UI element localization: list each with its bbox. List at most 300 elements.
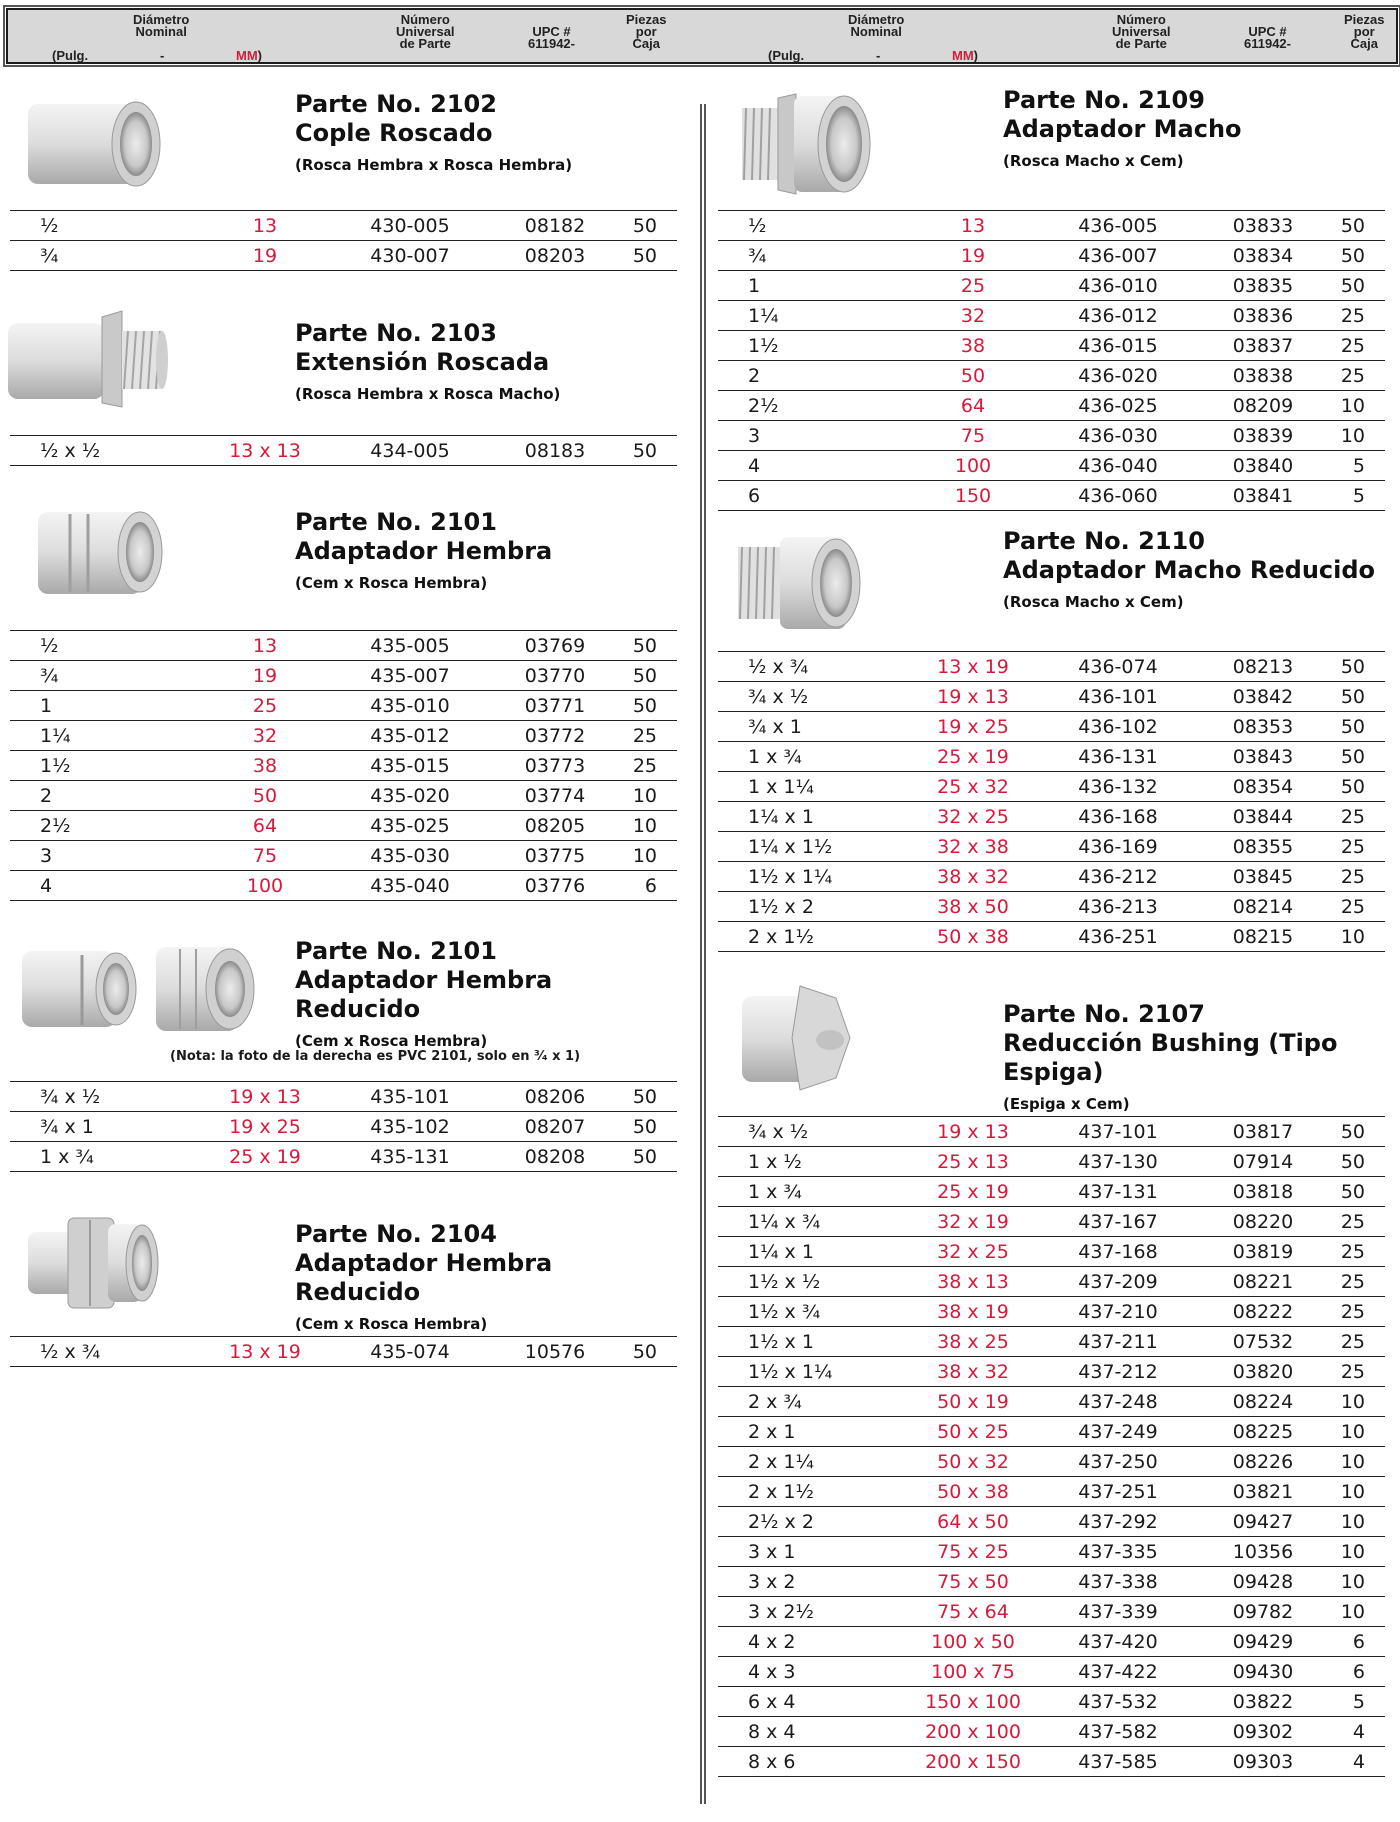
part-number-cell: 437-168 — [1028, 1237, 1208, 1267]
table-row — [10, 691, 677, 721]
nominal-size-cell: 1 — [718, 271, 918, 301]
mm-size-cell: 64 x 50 — [918, 1507, 1028, 1537]
upc-cell: 03842 — [1208, 682, 1318, 712]
upc-cell: 09303 — [1208, 1747, 1318, 1777]
part-number-cell: 437-585 — [1028, 1747, 1208, 1777]
part-number-cell: 436-012 — [1028, 301, 1208, 331]
part-number-cell: 436-010 — [1028, 271, 1208, 301]
pieces-cell: 50 — [1318, 1117, 1385, 1147]
mm-size-cell: 100 x 75 — [918, 1657, 1028, 1687]
mm-size-cell: 100 x 50 — [918, 1627, 1028, 1657]
pieces-cell: 50 — [1318, 241, 1385, 271]
nominal-size-cell: ½ x ¾ — [718, 652, 918, 682]
upc-cell: 07914 — [1208, 1147, 1318, 1177]
upc-cell: 03844 — [1208, 802, 1318, 832]
upc-cell: 08224 — [1208, 1387, 1318, 1417]
table-row — [10, 661, 677, 691]
product-table — [718, 210, 1385, 511]
mm-size-cell: 19 — [210, 661, 320, 691]
product-title: Parte No. 2101 Adaptador Hembra (Cem x Rosca Hembra) — [295, 508, 553, 592]
table-row — [10, 751, 677, 781]
nominal-size-cell: 1¼ x 1 — [718, 802, 918, 832]
upc-cell: 09302 — [1208, 1717, 1318, 1747]
part-number-cell: 435-007 — [320, 661, 500, 691]
upc-header-right: UPC # 611942- — [1244, 24, 1291, 51]
table-row — [718, 802, 1385, 832]
upc-cell: 03838 — [1208, 361, 1318, 391]
product-section — [10, 1186, 682, 1367]
pieces-cell: 10 — [610, 781, 677, 811]
upc-cell: 10576 — [500, 1337, 610, 1367]
upc-cell: 03822 — [1208, 1687, 1318, 1717]
table-row — [10, 211, 677, 241]
diameter-header-right: Diámetro Nominal — [848, 12, 905, 39]
upc-cell: 09427 — [1208, 1507, 1318, 1537]
part-number-cell: 435-010 — [320, 691, 500, 721]
nominal-size-cell: 2 x 1 — [718, 1417, 918, 1447]
product-header — [10, 915, 682, 1081]
pieces-cell: 10 — [1318, 1597, 1385, 1627]
mm-size-cell: 19 x 25 — [210, 1112, 320, 1142]
upc-cell: 03835 — [1208, 271, 1318, 301]
table-row — [10, 631, 677, 661]
table-row — [718, 391, 1385, 421]
part-number-cell: 436-060 — [1028, 481, 1208, 511]
upc-cell: 08206 — [500, 1082, 610, 1112]
pieces-cell: 25 — [1318, 862, 1385, 892]
mm-size-cell: 75 — [210, 841, 320, 871]
upc-cell: 03833 — [1208, 211, 1318, 241]
pieces-cell: 10 — [610, 841, 677, 871]
table-row — [718, 652, 1385, 682]
table-row — [718, 1207, 1385, 1237]
upc-cell: 08225 — [1208, 1417, 1318, 1447]
table-row — [718, 1507, 1385, 1537]
table-row — [718, 1537, 1385, 1567]
mm-size-cell: 50 x 19 — [918, 1387, 1028, 1417]
pieces-cell: 10 — [1318, 1447, 1385, 1477]
part-number-cell: 435-015 — [320, 751, 500, 781]
nominal-size-cell: ¾ — [718, 241, 918, 271]
reducing-male-adapter-icon — [726, 525, 876, 635]
table-row — [10, 721, 677, 751]
upc-cell: 08213 — [1208, 652, 1318, 682]
mm-size-cell: 32 x 25 — [918, 1237, 1028, 1267]
pieces-cell: 25 — [1318, 1327, 1385, 1357]
nominal-size-cell: 1 — [10, 691, 210, 721]
part-number-cell: 436-213 — [1028, 892, 1208, 922]
part-number-cell: 436-074 — [1028, 652, 1208, 682]
upc-cell: 03771 — [500, 691, 610, 721]
part-number-cell: 435-005 — [320, 631, 500, 661]
pieces-cell: 25 — [1318, 1207, 1385, 1237]
mm-size-cell: 100 — [918, 451, 1028, 481]
nominal-size-cell: ½ x ½ — [10, 436, 210, 466]
table-row — [718, 1447, 1385, 1477]
pieces-cell: 25 — [1318, 892, 1385, 922]
mm-size-cell: 25 x 19 — [918, 1177, 1028, 1207]
product-header — [10, 1186, 682, 1336]
mm-size-cell: 150 x 100 — [918, 1687, 1028, 1717]
nominal-size-cell: 8 x 4 — [718, 1717, 918, 1747]
upc-cell: 08220 — [1208, 1207, 1318, 1237]
reducing-female-adapter-icon — [18, 935, 268, 1045]
upc-cell: 03840 — [1208, 451, 1318, 481]
mm-size-cell: 50 x 32 — [918, 1447, 1028, 1477]
part-number-cell: 435-040 — [320, 871, 500, 901]
nominal-size-cell: 3 x 1 — [718, 1537, 918, 1567]
upc-cell: 08208 — [500, 1142, 610, 1172]
mm-size-cell: 32 x 25 — [918, 802, 1028, 832]
nominal-size-cell: 1 x ½ — [718, 1147, 918, 1177]
part-number-cell: 437-339 — [1028, 1597, 1208, 1627]
upc-header: UPC # 611942- — [528, 24, 575, 51]
product-table — [718, 1116, 1385, 1777]
nominal-size-cell: 1½ x ½ — [718, 1267, 918, 1297]
upc-cell: 09429 — [1208, 1627, 1318, 1657]
table-row — [718, 892, 1385, 922]
mm-size-cell: 38 x 32 — [918, 862, 1028, 892]
mm-header: MM) — [236, 48, 263, 63]
pieces-cell: 5 — [1318, 451, 1385, 481]
upc-cell: 08205 — [500, 811, 610, 841]
nominal-size-cell: 2½ x 2 — [718, 1507, 918, 1537]
mm-size-cell: 13 — [210, 211, 320, 241]
mm-size-cell: 13 — [918, 211, 1028, 241]
part-number-cell: 430-007 — [320, 241, 500, 271]
table-row — [10, 436, 677, 466]
nominal-size-cell: 1 x ¾ — [718, 742, 918, 772]
product-section — [10, 80, 682, 271]
upc-cell: 08226 — [1208, 1447, 1318, 1477]
pieces-cell: 50 — [1318, 271, 1385, 301]
product-section — [10, 285, 682, 466]
upc-cell: 03845 — [1208, 862, 1318, 892]
part-number-cell: 436-007 — [1028, 241, 1208, 271]
table-row — [718, 832, 1385, 862]
pieces-cell: 50 — [610, 1142, 677, 1172]
pieces-cell: 10 — [1318, 1477, 1385, 1507]
nominal-size-cell: 3 — [10, 841, 210, 871]
mm-size-cell: 25 x 19 — [918, 742, 1028, 772]
mm-size-cell: 25 x 13 — [918, 1147, 1028, 1177]
nominal-size-cell: 1¼ x 1½ — [718, 832, 918, 862]
mm-size-cell: 19 — [918, 241, 1028, 271]
upc-cell: 08221 — [1208, 1267, 1318, 1297]
mm-size-cell: 75 x 25 — [918, 1537, 1028, 1567]
upc-cell: 03775 — [500, 841, 610, 871]
pieces-cell: 50 — [610, 691, 677, 721]
upc-cell: 03776 — [500, 871, 610, 901]
pieces-cell: 25 — [1318, 301, 1385, 331]
pieces-cell: 25 — [1318, 1237, 1385, 1267]
product-table — [10, 1081, 677, 1172]
mm-size-cell: 19 x 13 — [918, 1117, 1028, 1147]
mm-header-right: MM) — [952, 48, 979, 63]
mm-size-cell: 19 — [210, 241, 320, 271]
mm-size-cell: 25 x 32 — [918, 772, 1028, 802]
nominal-size-cell: 1½ — [10, 751, 210, 781]
part-number-header: Número Universal de Parte — [396, 12, 455, 51]
table-row — [718, 682, 1385, 712]
table-row — [718, 1567, 1385, 1597]
mm-size-cell: 64 — [918, 391, 1028, 421]
pieces-cell: 6 — [1318, 1627, 1385, 1657]
mm-size-cell: 25 x 19 — [210, 1142, 320, 1172]
nominal-size-cell: 1 x ¾ — [10, 1142, 210, 1172]
upc-cell: 03834 — [1208, 241, 1318, 271]
mm-size-cell: 50 — [918, 361, 1028, 391]
part-number-cell: 436-005 — [1028, 211, 1208, 241]
product-section — [718, 80, 1390, 511]
pieces-cell: 50 — [1318, 772, 1385, 802]
photo-note: (Nota: la foto de la derecha es PVC 2101, solo en ³⁄₄ x 1) — [170, 1049, 581, 1064]
part-number-cell: 435-012 — [320, 721, 500, 751]
part-number-cell: 435-102 — [320, 1112, 500, 1142]
pieces-cell: 10 — [1318, 1417, 1385, 1447]
nominal-size-cell: ¾ x ½ — [718, 1117, 918, 1147]
upc-cell: 09782 — [1208, 1597, 1318, 1627]
product-table — [10, 435, 677, 466]
nominal-size-cell: ¾ — [10, 241, 210, 271]
upc-cell: 03817 — [1208, 1117, 1318, 1147]
nominal-size-cell: 1½ x 1¼ — [718, 862, 918, 892]
pieces-cell: 25 — [1318, 1267, 1385, 1297]
pieces-cell: 50 — [1318, 652, 1385, 682]
mm-size-cell: 64 — [210, 811, 320, 841]
product-header — [718, 966, 1390, 1116]
product-table — [718, 651, 1385, 952]
pieces-cell: 50 — [1318, 742, 1385, 772]
nominal-size-cell: 3 x 2½ — [718, 1597, 918, 1627]
nominal-size-cell: 1¼ x 1 — [718, 1237, 918, 1267]
upc-cell: 03839 — [1208, 421, 1318, 451]
part-number-cell: 436-212 — [1028, 862, 1208, 892]
pieces-cell: 10 — [1318, 1537, 1385, 1567]
part-number-cell: 437-211 — [1028, 1327, 1208, 1357]
upc-cell: 03769 — [500, 631, 610, 661]
upc-cell: 03774 — [500, 781, 610, 811]
threaded-coupling-icon — [18, 90, 168, 200]
part-number-cell: 436-131 — [1028, 742, 1208, 772]
part-number-cell: 437-420 — [1028, 1627, 1208, 1657]
column-divider — [700, 104, 706, 1804]
part-number-cell: 437-248 — [1028, 1387, 1208, 1417]
table-row — [718, 772, 1385, 802]
product-header — [718, 511, 1390, 651]
pieces-cell: 50 — [610, 1337, 677, 1367]
mm-size-cell: 25 — [210, 691, 320, 721]
pieces-cell: 4 — [1318, 1747, 1385, 1777]
mm-size-cell: 38 x 19 — [918, 1297, 1028, 1327]
mm-size-cell: 50 x 38 — [918, 922, 1028, 952]
mm-size-cell: 38 — [210, 751, 320, 781]
table-row — [718, 1237, 1385, 1267]
part-number-cell: 436-169 — [1028, 832, 1208, 862]
pulg-header-right: (Pulg. — [768, 48, 805, 63]
upc-cell: 10356 — [1208, 1537, 1318, 1567]
upc-cell: 08215 — [1208, 922, 1318, 952]
dash-header-right: - — [876, 48, 881, 63]
part-number-cell: 435-030 — [320, 841, 500, 871]
upc-cell: 07532 — [1208, 1327, 1318, 1357]
upc-cell: 08214 — [1208, 892, 1318, 922]
nominal-size-cell: 4 x 3 — [718, 1657, 918, 1687]
pieces-cell: 25 — [1318, 361, 1385, 391]
upc-cell: 03773 — [500, 751, 610, 781]
table-row — [10, 811, 677, 841]
pieces-cell: 50 — [610, 1112, 677, 1142]
mm-size-cell: 100 — [210, 871, 320, 901]
pieces-cell: 5 — [1318, 481, 1385, 511]
part-number-cell: 435-074 — [320, 1337, 500, 1367]
pieces-cell: 50 — [610, 1082, 677, 1112]
dash-header: - — [160, 48, 165, 63]
table-row — [10, 781, 677, 811]
mm-size-cell: 38 x 32 — [918, 1357, 1028, 1387]
mm-size-cell: 32 x 38 — [918, 832, 1028, 862]
nominal-size-cell: 1½ x ¾ — [718, 1297, 918, 1327]
table-row — [718, 1717, 1385, 1747]
part-number-cell: 435-101 — [320, 1082, 500, 1112]
part-number-cell: 436-251 — [1028, 922, 1208, 952]
table-row — [10, 1082, 677, 1112]
table-row — [718, 1297, 1385, 1327]
table-row — [10, 1337, 677, 1367]
pieces-cell: 50 — [610, 436, 677, 466]
mm-size-cell: 38 x 25 — [918, 1327, 1028, 1357]
mm-size-cell: 75 x 64 — [918, 1597, 1028, 1627]
nominal-size-cell: ¾ x 1 — [10, 1112, 210, 1142]
upc-cell: 03837 — [1208, 331, 1318, 361]
mm-size-cell: 13 x 13 — [210, 436, 320, 466]
product-table — [10, 630, 677, 901]
nominal-size-cell: 2 x 1¼ — [718, 1447, 918, 1477]
nominal-size-cell: 1½ x 1¼ — [718, 1357, 918, 1387]
pieces-cell: 25 — [610, 751, 677, 781]
product-section — [10, 480, 682, 901]
part-number-cell: 437-209 — [1028, 1267, 1208, 1297]
part-number-cell: 430-005 — [320, 211, 500, 241]
table-row — [10, 1112, 677, 1142]
mm-size-cell: 25 — [918, 271, 1028, 301]
table-row — [718, 922, 1385, 952]
pieces-cell: 50 — [1318, 211, 1385, 241]
nominal-size-cell: 2½ — [718, 391, 918, 421]
product-title: Parte No. 2107 Reducción Bushing (Tipo Espiga) (Espiga x Cem) — [1003, 1000, 1338, 1113]
table-row — [718, 1147, 1385, 1177]
part-number-cell: 437-101 — [1028, 1117, 1208, 1147]
table-row — [718, 301, 1385, 331]
pieces-cell: 10 — [1318, 391, 1385, 421]
table-row — [718, 1417, 1385, 1447]
column-header-bar — [6, 8, 1398, 64]
nominal-size-cell: 2 — [10, 781, 210, 811]
upc-cell: 03843 — [1208, 742, 1318, 772]
mm-size-cell: 38 x 50 — [918, 892, 1028, 922]
nominal-size-cell: ½ — [10, 631, 210, 661]
nominal-size-cell: 1½ — [718, 331, 918, 361]
pieces-header-right: Piezas por Caja — [1344, 12, 1385, 51]
upc-cell: 08203 — [500, 241, 610, 271]
part-number-cell: 437-532 — [1028, 1687, 1208, 1717]
mm-size-cell: 32 x 19 — [918, 1207, 1028, 1237]
part-number-cell: 435-025 — [320, 811, 500, 841]
part-number-cell: 437-250 — [1028, 1447, 1208, 1477]
nominal-size-cell: ¾ — [10, 661, 210, 691]
nominal-size-cell: 2 — [718, 361, 918, 391]
mm-size-cell: 19 x 13 — [210, 1082, 320, 1112]
upc-cell: 03770 — [500, 661, 610, 691]
table-row — [718, 1177, 1385, 1207]
part-number-cell: 437-335 — [1028, 1537, 1208, 1567]
table-row — [718, 1657, 1385, 1687]
nominal-size-cell: ½ — [10, 211, 210, 241]
pieces-cell: 10 — [1318, 1387, 1385, 1417]
mm-size-cell: 200 x 150 — [918, 1747, 1028, 1777]
upc-cell: 03819 — [1208, 1237, 1318, 1267]
pieces-cell: 50 — [610, 211, 677, 241]
mm-size-cell: 32 — [210, 721, 320, 751]
pieces-cell: 50 — [610, 661, 677, 691]
nominal-size-cell: 3 x 2 — [718, 1567, 918, 1597]
part-number-cell: 436-102 — [1028, 712, 1208, 742]
pieces-cell: 50 — [1318, 1177, 1385, 1207]
mm-size-cell: 75 — [918, 421, 1028, 451]
mm-size-cell: 75 x 50 — [918, 1567, 1028, 1597]
table-row — [718, 1597, 1385, 1627]
part-number-cell: 437-210 — [1028, 1297, 1208, 1327]
part-number-cell: 437-130 — [1028, 1147, 1208, 1177]
product-section — [718, 966, 1390, 1777]
mm-size-cell: 19 x 25 — [918, 712, 1028, 742]
mm-size-cell: 50 x 25 — [918, 1417, 1028, 1447]
upc-cell: 08355 — [1208, 832, 1318, 862]
product-header — [10, 480, 682, 630]
table-row — [718, 742, 1385, 772]
nominal-size-cell: 3 — [718, 421, 918, 451]
pieces-cell: 50 — [610, 631, 677, 661]
product-section — [10, 915, 682, 1172]
pieces-cell: 50 — [610, 241, 677, 271]
pieces-cell: 5 — [1318, 1687, 1385, 1717]
pieces-cell: 50 — [1318, 712, 1385, 742]
upc-cell: 09430 — [1208, 1657, 1318, 1687]
nominal-size-cell: ¾ x ½ — [718, 682, 918, 712]
table-row — [718, 1687, 1385, 1717]
product-title: Parte No. 2109 Adaptador Macho (Rosca Macho x Cem) — [1003, 86, 1242, 170]
nominal-size-cell: 1 x 1¼ — [718, 772, 918, 802]
threaded-extension-icon — [4, 295, 174, 415]
part-number-cell: 435-020 — [320, 781, 500, 811]
pieces-cell: 6 — [1318, 1657, 1385, 1687]
mm-size-cell: 13 x 19 — [918, 652, 1028, 682]
nominal-size-cell: 6 x 4 — [718, 1687, 918, 1717]
table-row — [718, 211, 1385, 241]
pieces-cell: 10 — [1318, 1567, 1385, 1597]
part-number-cell: 437-251 — [1028, 1477, 1208, 1507]
nominal-size-cell: ¾ x 1 — [718, 712, 918, 742]
nominal-size-cell: 1½ x 1 — [718, 1327, 918, 1357]
part-number-cell: 436-020 — [1028, 361, 1208, 391]
table-row — [718, 331, 1385, 361]
nominal-size-cell: 2 x ¾ — [718, 1387, 918, 1417]
nominal-size-cell: ¾ x ½ — [10, 1082, 210, 1112]
table-row — [718, 1477, 1385, 1507]
nominal-size-cell: ½ x ¾ — [10, 1337, 210, 1367]
nominal-size-cell: 1½ x 2 — [718, 892, 918, 922]
table-row — [718, 1267, 1385, 1297]
